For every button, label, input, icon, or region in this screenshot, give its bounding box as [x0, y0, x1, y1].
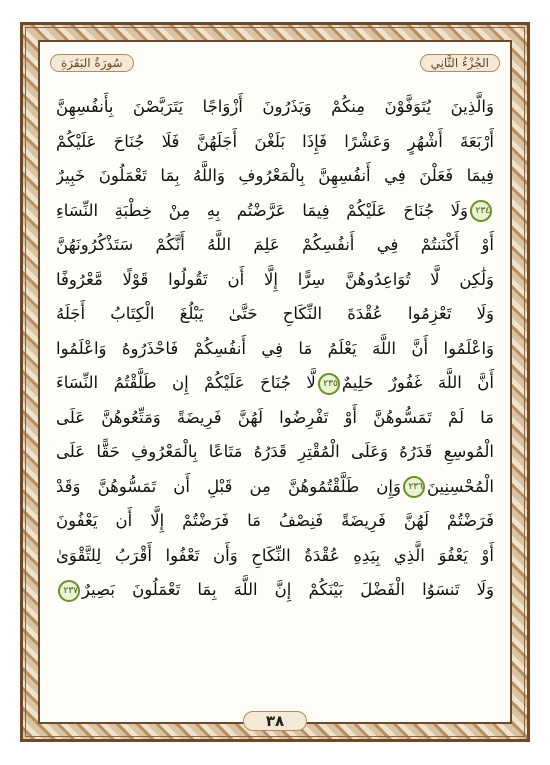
verse-text: وَلَا تَنسَوُا الْفَضْلَ بَيْنَكُمْ إِنَّ اللَّهَ بِمَا تَعْمَلُونَ بَصِيرٌ	[82, 580, 494, 599]
verse-text: وَاعْلَمُوا أَنَّ اللَّهَ يَعْلَمُ مَا فِي أَنفُسِكُمْ فَاحْذَرُوهُ وَاعْلَمُوا	[56, 338, 494, 358]
verse-text: فَرَضْتُمْ لَهُنَّ فَرِيضَةً فَنِصْفُ مَا فَرَضْتُمْ إِلَّا أَن يَعْفُونَ	[56, 511, 494, 530]
ayah-number-marker: ٢٣٦	[403, 476, 425, 498]
verse-line	[56, 401, 494, 436]
verse-line	[56, 90, 494, 125]
ayah-number-marker: ٢٣٤	[470, 200, 492, 222]
verse-text: أَوْ أَكْنَنتُمْ فِي أَنفُسِكُمْ عَلِمَ اللَّهُ أَنَّكُمْ سَتَذْكُرُونَهُنَّ	[56, 235, 494, 254]
verse-line	[56, 332, 494, 367]
verse-line	[56, 159, 494, 194]
verse-line	[56, 263, 494, 298]
quran-text	[56, 90, 494, 690]
verse-line	[56, 297, 494, 332]
verse-line	[56, 539, 494, 574]
page-number: ٣٨	[243, 711, 307, 731]
verse-line	[56, 435, 494, 470]
verse-line	[56, 504, 494, 539]
verse-text: فِيمَا فَعَلْنَ فِي أَنفُسِهِنَّ بِالْمَعْرُوفِ وَاللَّهُ بِمَا تَعْمَلُونَ خَبِيرٌ	[56, 166, 494, 185]
verse-text: وَالَّذِينَ يُتَوَفَّوْنَ مِنكُمْ وَيَذَرُونَ أَزْوَاجًا يَتَرَبَّصْنَ بِأَنفُسِهِنَّ	[56, 97, 494, 116]
verse-text: الْمُحْسِنِينَ	[426, 476, 494, 496]
verse-text: وَلَا تَعْزِمُوا عُقْدَةَ النِّكَاحِ حَتَّىٰ يَبْلُغَ الْكِتَابُ أَجَلَهُ	[56, 304, 494, 323]
verse-text: أَنَّ اللَّهَ غَفُورٌ حَلِيمٌ	[341, 373, 494, 392]
juz-label: الجُزْءُ الثَّانِي	[420, 54, 500, 72]
verse-line	[56, 470, 494, 505]
verse-text: مَا لَمْ تَمَسُّوهُنَّ أَوْ تَفْرِضُوا لَهُنَّ فَرِيضَةً وَمَتِّعُوهُنَّ عَلَى	[56, 407, 494, 427]
verse-text: وَإِن طَلَّقْتُمُوهُنَّ مِن قَبْلِ أَن تَمَسُّوهُنَّ وَقَدْ	[56, 476, 401, 496]
page-footer	[20, 708, 530, 734]
verse-text: وَلَا جُنَاحَ عَلَيْكُمْ فِيمَا عَرَّضْتُم بِهِ مِنْ خِطْبَةِ النِّسَاءِ	[56, 200, 468, 220]
verse-line	[56, 228, 494, 263]
verse-text: لَّا جُنَاحَ عَلَيْكُمْ إِن طَلَّقْتُمُ النِّسَاءَ	[56, 373, 316, 392]
verse-text: أَرْبَعَةَ أَشْهُرٍ وَعَشْرًا فَإِذَا بَلَغْنَ أَجَلَهُنَّ فَلَا جُنَاحَ عَلَيْكُمْ	[56, 131, 494, 151]
page-header	[50, 50, 500, 76]
verse-text: الْمُوسِعِ قَدَرُهُ وَعَلَى الْمُقْتِرِ قَدَرُهُ مَتَاعًا بِالْمَعْرُوفِ حَقًّا عَلَى	[56, 442, 494, 461]
surah-label: سُورَةُ البَقَرَةِ	[50, 54, 134, 72]
ayah-number-marker: ٢٣٥	[318, 373, 340, 395]
verse-text: وَلَٰكِن لَّا تُوَاعِدُوهُنَّ سِرًّا إِلَّا أَن تَقُولُوا قَوْلًا مَّعْرُوفًا	[56, 269, 494, 289]
verse-line	[56, 573, 494, 608]
verse-line	[56, 125, 494, 160]
verse-line	[56, 194, 494, 229]
ayah-number-marker: ٢٣٧	[58, 580, 80, 602]
verse-text: أَوْ يَعْفُوَ الَّذِي بِيَدِهِ عُقْدَةُ النِّكَاحِ وَأَن تَعْفُوا أَقْرَبُ لِلتَّقْوَىٰ	[56, 545, 494, 565]
mushaf-page	[20, 22, 530, 742]
verse-line	[56, 366, 494, 401]
